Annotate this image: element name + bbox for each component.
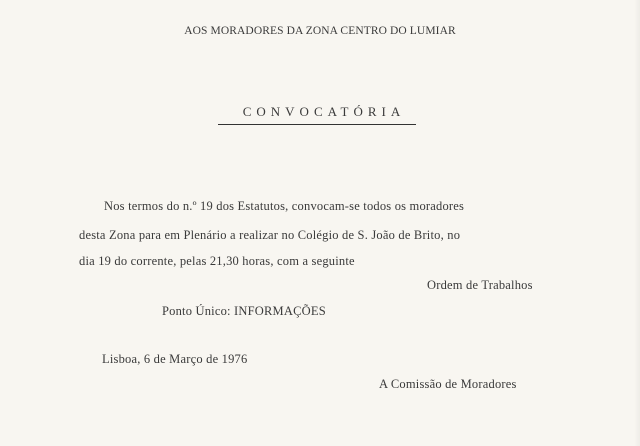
place-date: Lisboa, 6 de Março de 1976 [102, 352, 248, 366]
document-title: CONVOCATÓRIA [242, 104, 406, 119]
body-line-2: desta Zona para em Plenário a realizar no Colégio de S. João de Brito, no [79, 228, 461, 242]
paper-edge-shadow [634, 0, 640, 446]
body-line-1: Nos termos do n.º 19 dos Estatutos, convocam-se todos os moradores [104, 199, 465, 213]
agenda-label: Ordem de Trabalhos [427, 278, 533, 292]
title-underline [218, 124, 416, 125]
body-line-3: dia 19 do corrente, pelas 21,30 horas, com a seguinte [79, 254, 355, 268]
agenda-item: Ponto Único: INFORMAÇÕES [162, 304, 326, 318]
addressee-heading: AOS MORADORES DA ZONA CENTRO DO LUMIAR [184, 25, 456, 37]
signature: A Comissão de Moradores [379, 377, 517, 391]
